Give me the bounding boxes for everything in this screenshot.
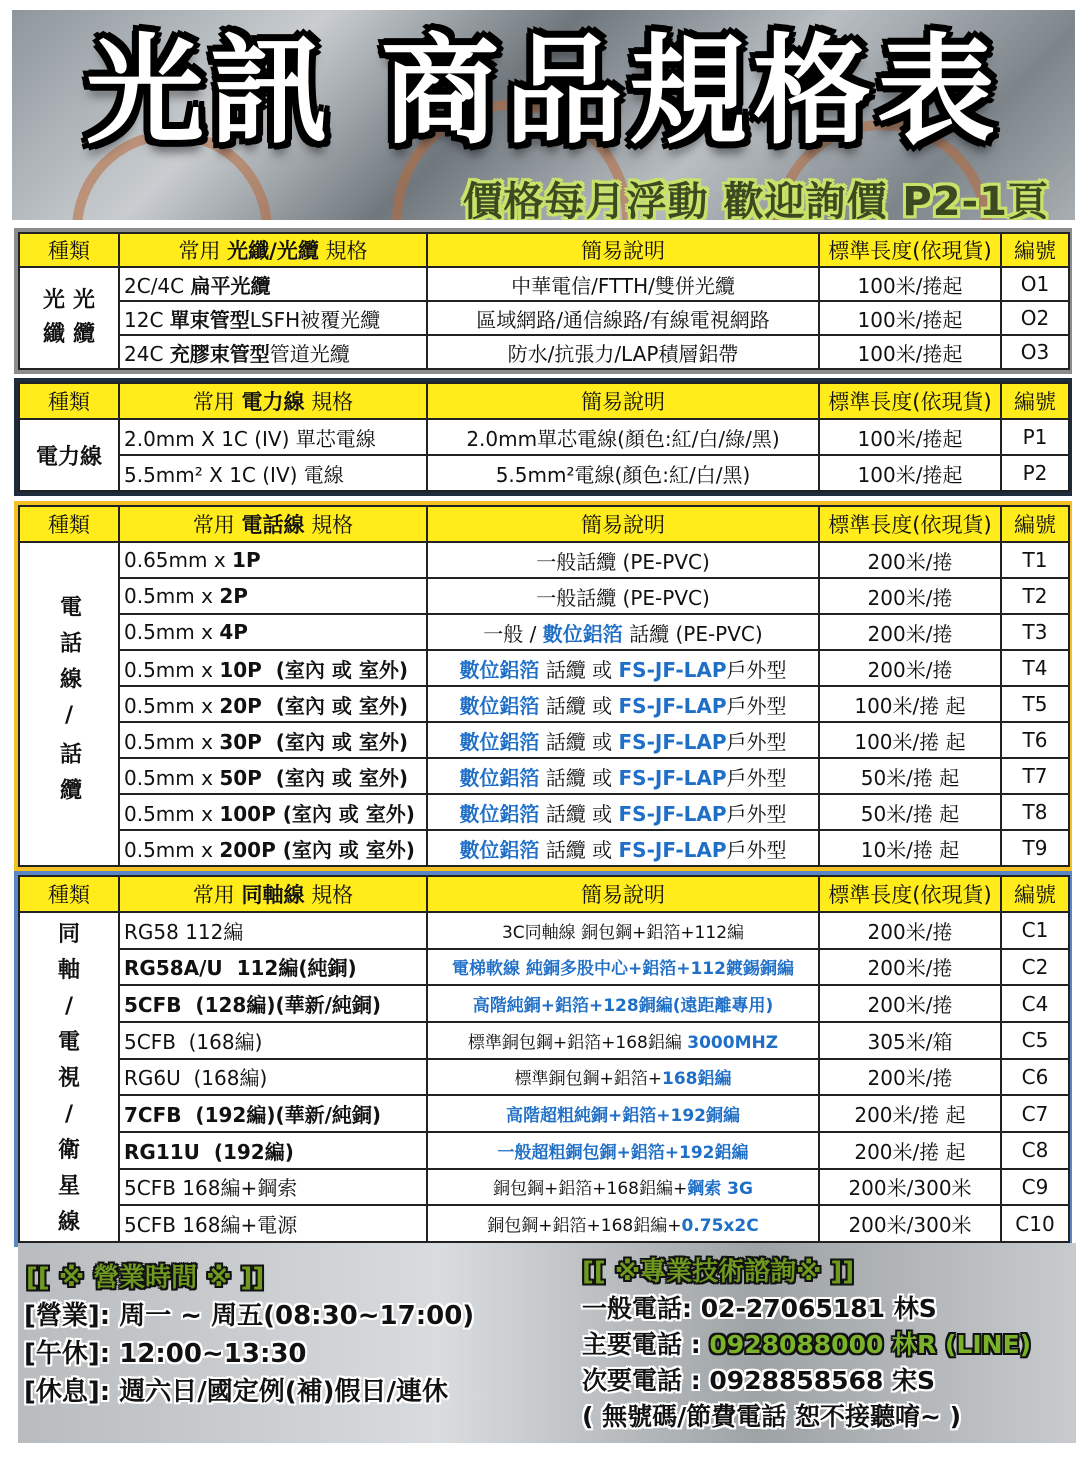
fiber-category-text: 光 光 纖 纜 — [42, 288, 95, 347]
length-cell: 50米/捲 起 — [819, 794, 1001, 830]
code-cell: T3 — [1001, 614, 1069, 650]
spec-cell: 0.5mm x 4P — [119, 614, 427, 650]
spec-cell: 0.5mm x 20P (室內 或 室外) — [119, 686, 427, 722]
table-row — [19, 455, 1069, 491]
spec-cell: 12C 單束管型LSFH被覆光纜 — [119, 301, 427, 335]
length-cell: 200米/捲 — [819, 985, 1001, 1022]
desc-cell: 電梯軟線 純銅多股中心+鋁箔+112鍍錫銅編 — [427, 949, 819, 986]
spec-header: 常用 電話線 規格 — [119, 506, 427, 542]
spec-header: 常用 光纖/光纜 規格 — [119, 233, 427, 267]
length-cell: 100米/捲起 — [819, 335, 1001, 369]
fiber-category — [19, 267, 119, 369]
desc-cell: 防水/抗張力/LAP積層鋁帶 — [427, 335, 819, 369]
desc-header: 簡易說明 — [427, 876, 819, 912]
table-row — [19, 542, 1069, 578]
hours-title: [[ ※ 營業時間 ※ ]] — [26, 1263, 265, 1293]
table-row — [19, 1132, 1069, 1169]
code-cell: O2 — [1001, 301, 1069, 335]
spec-cell: 5CFB (128編)(華新/純銅) — [119, 985, 427, 1022]
length-cell: 100米/捲起 — [819, 267, 1001, 301]
length-cell: 200米/捲 — [819, 912, 1001, 949]
desc-cell: 高階超粗純銅+鋁箔+192銅編 — [427, 1095, 819, 1132]
code-cell: C4 — [1001, 985, 1069, 1022]
table-row — [19, 1059, 1069, 1096]
spec-cell: 24C 充膠束管型管道光纜 — [119, 335, 427, 369]
category-header: 種類 — [19, 876, 119, 912]
code-cell: T7 — [1001, 758, 1069, 794]
desc-cell: 數位鋁箔 話纜 或 FS-JF-LAP戶外型 — [427, 722, 819, 758]
category-header: 種類 — [19, 383, 119, 419]
desc-cell: 一般話纜 (PE-PVC) — [427, 542, 819, 578]
table-row — [19, 335, 1069, 369]
hours-open: [營業]: 周一 ~ 周五(08:30~17:00) — [24, 1301, 475, 1331]
code-cell: O3 — [1001, 335, 1069, 369]
phone-second[interactable]: 次要電話 : 0928858568 宋S — [582, 1366, 936, 1395]
phone-category-text: 電話線/話纜 — [56, 594, 82, 814]
desc-cell: 數位鋁箔 話纜 或 FS-JF-LAP戶外型 — [427, 794, 819, 830]
table-row — [19, 419, 1069, 455]
desc-cell: 2.0mm單芯電線(顏色:紅/白/綠/黑) — [427, 419, 819, 455]
length-cell: 100米/捲起 — [819, 301, 1001, 335]
code-cell: C9 — [1001, 1169, 1069, 1206]
length-cell: 100米/捲 起 — [819, 722, 1001, 758]
desc-header: 簡易說明 — [427, 506, 819, 542]
table-row — [19, 614, 1069, 650]
code-cell: C7 — [1001, 1095, 1069, 1132]
desc-header: 簡易說明 — [427, 383, 819, 419]
length-cell: 200米/捲 起 — [819, 1132, 1001, 1169]
length-cell: 200米/捲 — [819, 542, 1001, 578]
desc-cell: 一般超粗銅包銅+鋁箔+192鋁編 — [427, 1132, 819, 1169]
header-banner — [12, 10, 1075, 220]
spec-cell: RG58 112編 — [119, 912, 427, 949]
code-cell: C6 — [1001, 1059, 1069, 1096]
length-cell: 200米/300米 — [819, 1205, 1001, 1242]
table-row — [19, 578, 1069, 614]
length-cell: 10米/捲 起 — [819, 830, 1001, 866]
code-cell: C2 — [1001, 949, 1069, 986]
desc-cell: 標準銅包鋼+鋁箔+168鋁編 3000MHZ — [427, 1022, 819, 1059]
coax-category-char: 軸 — [57, 958, 80, 983]
length-cell: 100米/捲起 — [819, 419, 1001, 455]
phone-section — [14, 501, 1072, 871]
fiber-header-row — [19, 233, 1069, 267]
code-cell: P2 — [1001, 455, 1069, 491]
desc-cell: 標準銅包鋼+鋁箔+168鋁編 — [427, 1059, 819, 1096]
table-row — [19, 722, 1069, 758]
length-cell: 200米/捲 — [819, 949, 1001, 986]
length-cell: 200米/捲 — [819, 578, 1001, 614]
length-header: 標準長度(依現貨) — [819, 233, 1001, 267]
desc-cell: 數位鋁箔 話纜 或 FS-JF-LAP戶外型 — [427, 758, 819, 794]
spec-cell: 0.5mm x 200P (室內 或 室外) — [119, 830, 427, 866]
length-cell: 200米/捲 — [819, 650, 1001, 686]
code-cell: C10 — [1001, 1205, 1069, 1242]
page-subtitle: 價格每月浮動 歡迎詢價 P2-1頁 — [462, 179, 1049, 220]
coax-category-char: 視 — [57, 1066, 80, 1091]
code-cell: C8 — [1001, 1132, 1069, 1169]
length-header: 標準長度(依現貨) — [819, 383, 1001, 419]
table-row — [19, 1022, 1069, 1059]
table-row — [19, 912, 1069, 949]
phone-table — [18, 505, 1070, 867]
length-cell: 200米/捲 — [819, 1059, 1001, 1096]
contact-title: [[ ※專業技術諮詢※ ]] — [582, 1257, 855, 1287]
footer-note: ( 無號碼/節費電話 恕不接聽唷~ ) — [582, 1402, 962, 1431]
length-cell: 200米/捲 起 — [819, 1095, 1001, 1132]
code-cell: T9 — [1001, 830, 1069, 866]
code-cell: T6 — [1001, 722, 1069, 758]
code-cell: T5 — [1001, 686, 1069, 722]
code-header: 編號 — [1001, 506, 1069, 542]
code-cell: T8 — [1001, 794, 1069, 830]
coax-category — [19, 912, 119, 1242]
spec-cell: 0.5mm x 2P — [119, 578, 427, 614]
table-row — [19, 758, 1069, 794]
spec-cell: RG11U (192編) — [119, 1132, 427, 1169]
length-cell: 305米/箱 — [819, 1022, 1001, 1059]
spec-cell: 0.65mm x 1P — [119, 542, 427, 578]
table-row — [19, 1205, 1069, 1242]
coax-section — [14, 871, 1072, 1247]
table-row — [19, 949, 1069, 986]
phone-header-row — [19, 506, 1069, 542]
desc-cell: 區域網路/通信線路/有線電視網路 — [427, 301, 819, 335]
desc-cell: 銅包鋼+鋁箔+168鋁編+0.75x2C — [427, 1205, 819, 1242]
length-cell: 100米/捲 起 — [819, 686, 1001, 722]
coax-table — [18, 875, 1070, 1243]
coax-category-char: 同 — [57, 922, 80, 947]
spec-cell: 2C/4C 扁平光纜 — [119, 267, 427, 301]
coax-category-char: 星 — [57, 1174, 80, 1199]
spec-cell: RG6U (168編) — [119, 1059, 427, 1096]
length-cell: 200米/捲 — [819, 614, 1001, 650]
length-header: 標準長度(依現貨) — [819, 506, 1001, 542]
power-section — [14, 378, 1072, 496]
fiber-table — [18, 232, 1070, 370]
code-cell: T4 — [1001, 650, 1069, 686]
fiber-section — [14, 228, 1072, 374]
desc-cell: 一般 / 數位鋁箔 話纜 (PE-PVC) — [427, 614, 819, 650]
coax-category-char: 電 — [57, 1030, 80, 1055]
length-cell: 200米/300米 — [819, 1169, 1001, 1206]
code-header: 編號 — [1001, 233, 1069, 267]
spec-cell: 0.5mm x 30P (室內 或 室外) — [119, 722, 427, 758]
spec-cell: 5.5mm² X 1C (IV) 電線 — [119, 455, 427, 491]
length-cell: 100米/捲起 — [819, 455, 1001, 491]
code-cell: T1 — [1001, 542, 1069, 578]
power-header-row — [19, 383, 1069, 419]
spec-header: 常用 同軸線 規格 — [119, 876, 427, 912]
coax-category-char: / — [64, 1102, 74, 1127]
desc-cell: 高階純銅+鋁箔+128銅編(遠距離專用) — [427, 985, 819, 1022]
spec-header: 常用 電力線 規格 — [119, 383, 427, 419]
coax-header-row — [19, 876, 1069, 912]
code-cell: T2 — [1001, 578, 1069, 614]
table-row — [19, 650, 1069, 686]
phone-category — [19, 542, 119, 866]
spec-cell: 0.5mm x 50P (室內 或 室外) — [119, 758, 427, 794]
code-cell: C1 — [1001, 912, 1069, 949]
desc-cell: 中華電信/FTTH/雙併光纜 — [427, 267, 819, 301]
desc-cell: 3C同軸線 銅包鋼+鋁箔+112編 — [427, 912, 819, 949]
desc-cell: 銅包鋼+鋁箔+168鋁編+鋼索 3G — [427, 1169, 819, 1206]
desc-cell: 數位鋁箔 話纜 或 FS-JF-LAP戶外型 — [427, 830, 819, 866]
table-row — [19, 1169, 1069, 1206]
spec-cell: 2.0mm X 1C (IV) 單芯電線 — [119, 419, 427, 455]
category-header: 種類 — [19, 233, 119, 267]
coax-category-char: 衛 — [57, 1138, 80, 1163]
spec-cell: 0.5mm x 10P (室內 或 室外) — [119, 650, 427, 686]
desc-cell: 數位鋁箔 話纜 或 FS-JF-LAP戶外型 — [427, 686, 819, 722]
desc-cell: 一般話纜 (PE-PVC) — [427, 578, 819, 614]
length-header: 標準長度(依現貨) — [819, 876, 1001, 912]
spec-cell: 5CFB 168編+電源 — [119, 1205, 427, 1242]
code-cell: O1 — [1001, 267, 1069, 301]
table-row — [19, 1095, 1069, 1132]
spec-cell: 5CFB (168編) — [119, 1022, 427, 1059]
table-row — [19, 985, 1069, 1022]
desc-cell: 5.5mm²電線(顏色:紅/白/黑) — [427, 455, 819, 491]
code-cell: C5 — [1001, 1022, 1069, 1059]
length-cell: 50米/捲 起 — [819, 758, 1001, 794]
spec-cell: RG58A/U 112編(純銅) — [119, 949, 427, 986]
page-title: 光訊 商品規格表 — [85, 22, 1002, 160]
table-row — [19, 301, 1069, 335]
phone-main[interactable]: 主要電話 : 0928088000 林R (LINE) — [582, 1330, 1032, 1359]
coax-category-char: 線 — [57, 1210, 80, 1235]
spec-cell: 7CFB (192編)(華新/純銅) — [119, 1095, 427, 1132]
code-header: 編號 — [1001, 876, 1069, 912]
table-row — [19, 794, 1069, 830]
phone-general[interactable]: 一般電話: 02-27065181 林S — [582, 1294, 937, 1323]
code-cell: P1 — [1001, 419, 1069, 455]
table-row — [19, 686, 1069, 722]
table-row — [19, 267, 1069, 301]
spec-cell: 0.5mm x 100P (室內 或 室外) — [119, 794, 427, 830]
desc-header: 簡易說明 — [427, 233, 819, 267]
power-table — [18, 382, 1070, 492]
hours-lunch: [午休]: 12:00~13:30 — [24, 1339, 307, 1369]
code-header: 編號 — [1001, 383, 1069, 419]
spec-cell: 5CFB 168編+鋼索 — [119, 1169, 427, 1206]
table-row — [19, 830, 1069, 866]
coax-category-char: / — [64, 994, 74, 1019]
category-header: 種類 — [19, 506, 119, 542]
desc-cell: 數位鋁箔 話纜 或 FS-JF-LAP戶外型 — [427, 650, 819, 686]
hours-rest: [休息]: 週六日/國定例(補)假日/連休 — [24, 1377, 448, 1407]
power-category: 電力線 — [19, 419, 119, 491]
footer-panel — [18, 1243, 1076, 1443]
